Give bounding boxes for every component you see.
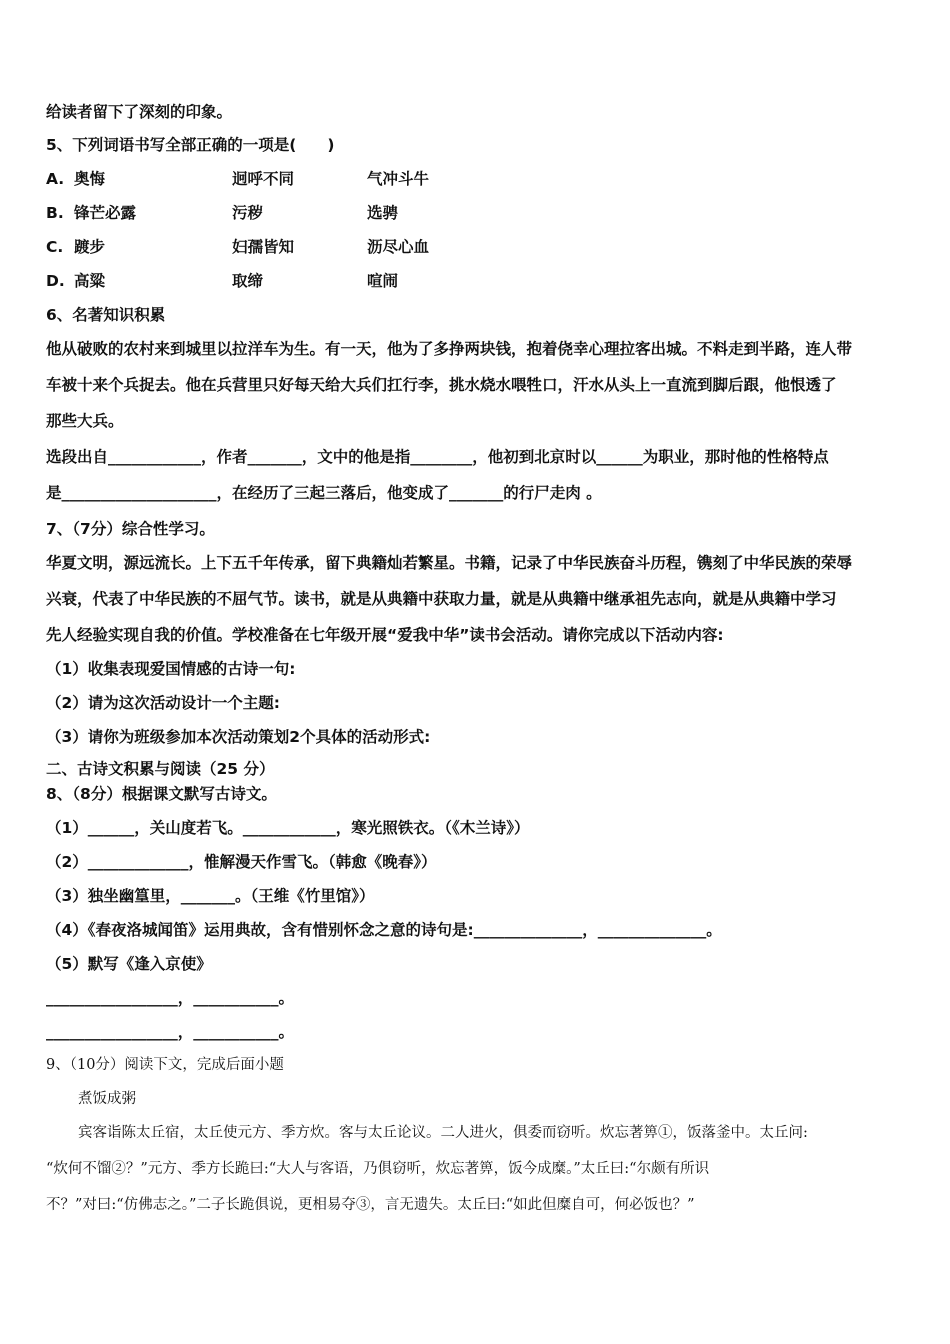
question-8-subitem: （3）独坐幽篁里，_______。（王维《竹里馆》）: [46, 887, 375, 905]
option-d-letter: D.: [46, 272, 65, 290]
option-d-word-1: 高粱: [74, 272, 106, 290]
option-c-word-2: 妇孺皆知: [232, 238, 295, 256]
question-7-stem: 7、（7分）综合性学习。: [46, 520, 215, 538]
question-8-subitem: （2）_____________，惟解漫天作雪飞。（韩愈《晚春》）: [46, 853, 437, 871]
question-7-subitem: （2）请为这次活动设计一个主题:: [46, 694, 280, 712]
option-c-word-1: 踱步: [74, 238, 106, 256]
question-8-subitem: （4）《春夜洛城闻笛》运用典故，含有惜别怀念之意的诗句是:______________，______________。: [46, 921, 722, 939]
option-b-word-3: 选骋: [367, 204, 399, 222]
question-6-fill-blank-line: 选段出自____________，作者_______，文中的他是指________，他初到北京时以______为职业，那时他的性格特点: [46, 448, 829, 466]
option-b-word-1: 锋芒必露: [74, 204, 137, 222]
question-8-answer-blank: _________________，___________。: [46, 1023, 295, 1041]
option-b-word-2: 污秽: [232, 204, 264, 222]
question-6-passage-line: 那些大兵。: [46, 412, 124, 430]
option-a-word-3: 气冲斗牛: [367, 170, 430, 188]
question-6-passage-line: 车被十来个兵捉去。他在兵营里只好每天给大兵们扛行李，挑水烧水喂牲口，汗水从头上一直流到脚后跟，他恨透了: [46, 376, 837, 394]
question-7-passage-line: 兴衰，代表了中华民族的不屈气节。读书，就是从典籍中获取力量，就是从典籍中继承祖先志向，就是从典籍中学习: [46, 590, 837, 608]
question-8-subitem: （1）______，关山度若飞。____________，寒光照铁衣。（《木兰诗》）: [46, 819, 530, 837]
question-6-fill-blank-line: 是____________________，在经历了三起三落后，他变成了_______的行尸走肉 。: [46, 484, 602, 502]
option-c-letter: C.: [46, 238, 64, 256]
question-5-stem: 5、下列词语书写全部正确的一项是( ): [46, 136, 335, 154]
question-8-stem: 8、（8分）根据课文默写古诗文。: [46, 785, 277, 803]
option-c-word-3: 沥尽心血: [367, 238, 430, 256]
reading-title: 煮饭成粥: [78, 1091, 136, 1107]
option-b-letter: B.: [46, 204, 64, 222]
question-9-stem: 9、（10分）阅读下文，完成后面小题: [46, 1057, 284, 1073]
section-2-heading: 二、古诗文积累与阅读（25 分）: [46, 760, 275, 778]
option-a-word-1: 奥悔: [74, 170, 106, 188]
question-7-passage-line: 先人经验实现自我的价值。学校准备在七年级开展“爱我中华”读书会活动。请你完成以下活动内容:: [46, 626, 724, 644]
question-6-passage-line: 他从破败的农村来到城里以拉洋车为生。有一天，他为了多挣两块钱，抱着侥幸心理拉客出城。不料走到半路，连人带: [46, 340, 853, 358]
continuation-text: 给读者留下了深刻的印象。: [46, 103, 233, 121]
option-d-word-3: 喧闹: [367, 272, 399, 290]
question-8-answer-blank: _________________，___________。: [46, 989, 295, 1007]
question-7-subitem: （3）请你为班级参加本次活动策划2个具体的活动形式:: [46, 728, 431, 746]
question-6-stem: 6、名著知识积累: [46, 306, 166, 324]
question-8-subitem: （5）默写《逢入京使》: [46, 955, 212, 973]
option-d-word-2: 取缔: [232, 272, 264, 290]
option-a-letter: A.: [46, 170, 65, 188]
reading-passage-line: 宾客诣陈太丘宿，太丘使元方、季方炊。客与太丘论议。二人进火，俱委而窃听。炊忘著箅①，饭落釜中。太丘问:: [78, 1125, 808, 1141]
option-a-word-2: 迥呼不同: [232, 170, 295, 188]
reading-passage-line: 不？”对曰:“仿佛志之。”二子长跪俱说，更相易夺③，言无遗失。太丘曰:“如此但糜自可，何必饭也？”: [46, 1197, 695, 1213]
reading-passage-line: “炊何不馏②？”元方、季方长跪曰:“大人与客语，乃俱窃听，炊忘著箅，饭今成糜。”太丘曰:“尔颇有所识: [46, 1161, 710, 1177]
question-7-subitem: （1）收集表现爱国情感的古诗一句:: [46, 660, 296, 678]
question-7-passage-line: 华夏文明，源远流长。上下五千年传承，留下典籍灿若繁星。书籍，记录了中华民族奋斗历程，镌刻了中华民族的荣辱: [46, 554, 853, 572]
